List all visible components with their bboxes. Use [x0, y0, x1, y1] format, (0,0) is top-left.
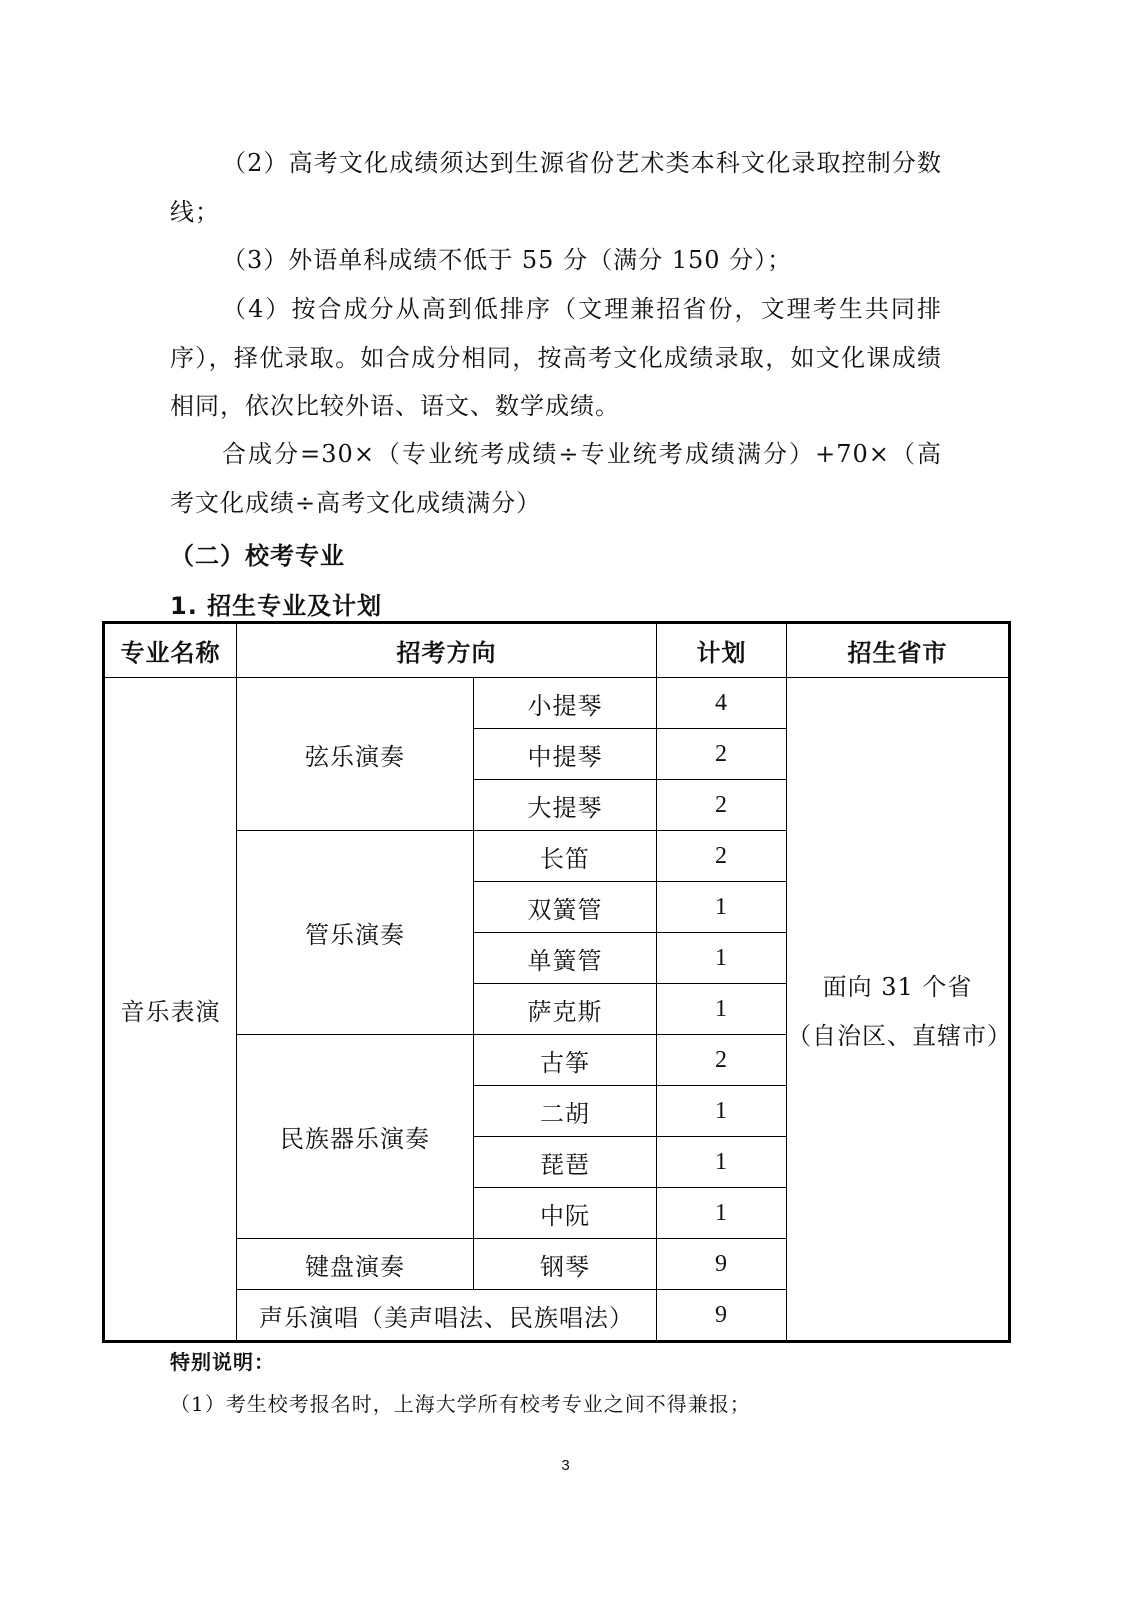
instrument-cell: 长笛	[474, 831, 657, 882]
instrument-cell: 中提琴	[474, 729, 657, 780]
plan-cell: 1	[657, 882, 787, 933]
provinces-line-1: 面向 31 个省	[822, 973, 973, 1001]
group-folk: 民族器乐演奏	[237, 1035, 474, 1239]
group-vocal: 声乐演唱（美声唱法、民族唱法）	[237, 1290, 657, 1342]
instrument-cell: 单簧管	[474, 933, 657, 984]
instrument-cell: 小提琴	[474, 678, 657, 729]
plan-cell: 1	[657, 1137, 787, 1188]
plan-cell: 1	[657, 1086, 787, 1137]
paragraph-composite-formula: 合成分=30×（专业统考成绩÷专业统考成绩满分）+70×（高考文化成绩÷高考文化成绩满分）	[170, 440, 942, 517]
paragraph-foreign-language: （3）外语单科成绩不低于 55 分（满分 150 分）；	[222, 246, 793, 274]
instrument-cell: 二胡	[474, 1086, 657, 1137]
plan-cell: 1	[657, 933, 787, 984]
provinces-line-2: （自治区、直辖市）	[787, 1022, 1012, 1050]
enrollment-plan-table	[102, 621, 1011, 1343]
plan-cell: 1	[657, 984, 787, 1035]
table-row	[104, 678, 1010, 729]
header-direction: 招考方向	[237, 623, 657, 678]
plan-cell: 9	[657, 1239, 787, 1290]
provinces-cell	[787, 678, 1010, 1342]
plan-cell: 9	[657, 1290, 787, 1342]
plan-cell: 4	[657, 678, 787, 729]
page-number: 3	[561, 1457, 570, 1474]
plan-cell: 2	[657, 1035, 787, 1086]
instrument-cell: 古筝	[474, 1035, 657, 1086]
plan-cell: 1	[657, 1188, 787, 1239]
plan-cell: 2	[657, 729, 787, 780]
major-cell: 音乐表演	[104, 678, 237, 1342]
table-header-row	[104, 623, 1010, 678]
note-title: 特别说明：	[170, 1350, 275, 1374]
header-provinces: 招生省市	[787, 623, 1010, 678]
group-keyboard: 键盘演奏	[237, 1239, 474, 1290]
subsection-heading: 1. 招生专业及计划	[170, 592, 383, 620]
group-strings: 弦乐演奏	[237, 678, 474, 831]
section-heading: （二）校考专业	[170, 542, 345, 570]
instrument-cell: 大提琴	[474, 780, 657, 831]
plan-cell: 2	[657, 831, 787, 882]
paragraph-ranking: （4）按合成分从高到低排序（文理兼招省份，文理考生共同排序），择优录取。如合成分相同，按高考文化成绩录取，如文化课成绩相同，依次比较外语、语文、数学成绩。	[170, 295, 942, 420]
paragraph-culture-score: （2）高考文化成绩须达到生源省份艺术类本科文化录取控制分数线；	[170, 149, 942, 226]
instrument-cell: 萨克斯	[474, 984, 657, 1035]
header-plan: 计划	[657, 623, 787, 678]
plan-cell: 2	[657, 780, 787, 831]
group-winds: 管乐演奏	[237, 831, 474, 1035]
header-major: 专业名称	[104, 623, 237, 678]
instrument-cell: 双簧管	[474, 882, 657, 933]
instrument-cell: 琵琶	[474, 1137, 657, 1188]
instrument-cell: 钢琴	[474, 1239, 657, 1290]
instrument-cell: 中阮	[474, 1188, 657, 1239]
note-item-1: （1）考生校考报名时，上海大学所有校考专业之间不得兼报；	[170, 1392, 751, 1416]
